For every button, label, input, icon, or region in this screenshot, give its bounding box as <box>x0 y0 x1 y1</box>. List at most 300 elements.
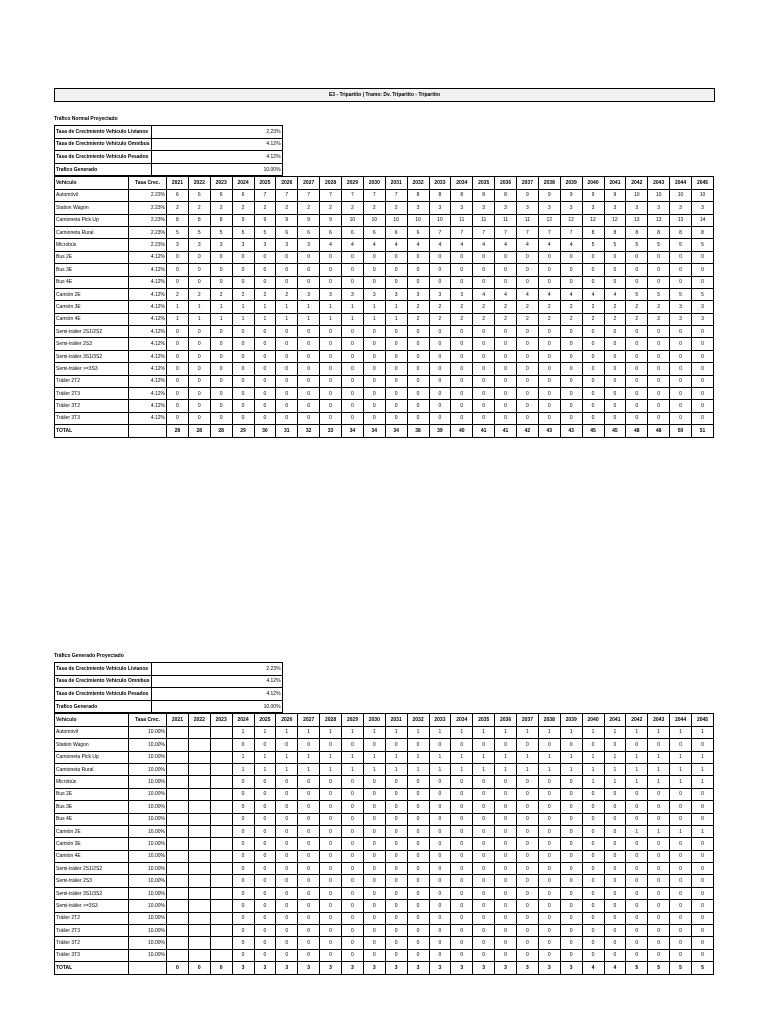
traffic-value: 0 <box>517 739 539 751</box>
traffic-value: 1 <box>188 301 210 313</box>
traffic-value: 1 <box>167 301 189 313</box>
traffic-value: 2 <box>429 313 451 325</box>
traffic-value: 2 <box>188 288 210 300</box>
traffic-value: 0 <box>407 388 429 400</box>
traffic-value: 0 <box>648 937 670 949</box>
traffic-value: 0 <box>342 412 364 424</box>
traffic-value: 1 <box>385 301 407 313</box>
traffic-value <box>167 863 189 875</box>
traffic-value: 0 <box>495 825 517 837</box>
traffic-value: 29 <box>232 425 254 437</box>
traffic-value: 6 <box>188 189 210 201</box>
traffic-value: 0 <box>385 388 407 400</box>
vehicle-name: Station Wagon <box>55 739 129 751</box>
traffic-value <box>210 763 232 775</box>
traffic-value: 0 <box>254 838 276 850</box>
traffic-value: 0 <box>473 825 495 837</box>
traffic-value: 0 <box>254 900 276 912</box>
traffic-value: 0 <box>451 875 473 887</box>
param-row <box>55 163 283 176</box>
traffic-value <box>210 825 232 837</box>
traffic-value: 0 <box>560 338 582 350</box>
traffic-value: 2 <box>560 313 582 325</box>
traffic-value: 0 <box>538 875 560 887</box>
traffic-value: 0 <box>560 838 582 850</box>
traffic-value: 0 <box>670 388 692 400</box>
traffic-value: 39 <box>429 425 451 437</box>
traffic-value: 0 <box>451 412 473 424</box>
traffic-value: 0 <box>582 388 604 400</box>
traffic-value: 0 <box>320 776 342 788</box>
traffic-value: 7 <box>276 189 298 201</box>
traffic-value: 0 <box>320 887 342 899</box>
header-year: 2027 <box>298 714 320 726</box>
traffic-value: 1 <box>276 763 298 775</box>
traffic-value: 0 <box>626 412 648 424</box>
header-year: 2036 <box>495 177 517 189</box>
header-year: 2031 <box>385 714 407 726</box>
traffic-value: 0 <box>451 850 473 862</box>
traffic-value: 1 <box>254 301 276 313</box>
traffic-value: 0 <box>560 801 582 813</box>
traffic-value: 0 <box>188 350 210 362</box>
header-year: 2038 <box>538 177 560 189</box>
traffic-value: 0 <box>604 937 626 949</box>
traffic-value: 0 <box>385 850 407 862</box>
traffic-value: 0 <box>188 264 210 276</box>
traffic-value: 0 <box>167 264 189 276</box>
traffic-value: 0 <box>407 251 429 263</box>
traffic-value: 0 <box>298 925 320 937</box>
param-value: 4.12% <box>151 138 282 151</box>
traffic-value: 0 <box>363 350 385 362</box>
traffic-value: 0 <box>538 326 560 338</box>
traffic-value <box>188 801 210 813</box>
traffic-value: 3 <box>232 962 254 974</box>
table-row <box>55 776 714 788</box>
traffic-value: 0 <box>232 825 254 837</box>
traffic-value: 3 <box>210 239 232 251</box>
vehicle-name: Microbús <box>55 239 129 251</box>
traffic-value: 4 <box>604 962 626 974</box>
traffic-value: 0 <box>363 338 385 350</box>
traffic-value: 0 <box>342 801 364 813</box>
traffic-value: 0 <box>342 925 364 937</box>
traffic-value: 0 <box>582 739 604 751</box>
traffic-value: 13 <box>626 214 648 226</box>
traffic-value: 1 <box>407 763 429 775</box>
traffic-value: 0 <box>626 949 648 961</box>
traffic-value: 0 <box>604 949 626 961</box>
header-year: 2040 <box>582 714 604 726</box>
traffic-value: 0 <box>320 925 342 937</box>
header-year: 2045 <box>692 714 714 726</box>
traffic-value: 8 <box>210 214 232 226</box>
traffic-value: 0 <box>407 375 429 387</box>
header-year: 2024 <box>232 714 254 726</box>
traffic-value: 0 <box>604 912 626 924</box>
traffic-value: 1 <box>320 301 342 313</box>
traffic-value: 4 <box>407 239 429 251</box>
traffic-value: 0 <box>276 251 298 263</box>
traffic-value <box>188 949 210 961</box>
traffic-value: 1 <box>298 301 320 313</box>
traffic-value: 1 <box>582 776 604 788</box>
traffic-value: 4 <box>517 239 539 251</box>
traffic-value: 0 <box>626 838 648 850</box>
traffic-value: 0 <box>276 326 298 338</box>
traffic-value: 0 <box>495 949 517 961</box>
traffic-value: 0 <box>385 825 407 837</box>
traffic-value: 0 <box>451 400 473 412</box>
traffic-value: 0 <box>604 412 626 424</box>
traffic-value: 4 <box>495 288 517 300</box>
table-row <box>55 912 714 924</box>
traffic-value: 5 <box>604 239 626 251</box>
growth-rate: 4.12% <box>129 338 167 350</box>
table-row <box>55 214 714 226</box>
traffic-value: 0 <box>692 850 714 862</box>
param-row <box>55 688 283 701</box>
traffic-value: 0 <box>363 801 385 813</box>
traffic-value: 0 <box>342 400 364 412</box>
traffic-value: 1 <box>298 751 320 763</box>
traffic-value: 0 <box>320 912 342 924</box>
traffic-value: 6 <box>363 226 385 238</box>
traffic-value: 1 <box>451 726 473 738</box>
traffic-value: 1 <box>167 313 189 325</box>
traffic-value: 0 <box>254 375 276 387</box>
traffic-value: 0 <box>385 412 407 424</box>
traffic-value: 0 <box>495 788 517 800</box>
traffic-value: 0 <box>167 400 189 412</box>
traffic-value: 0 <box>232 276 254 288</box>
vehicle-name: Camioneta Pick Up <box>55 751 129 763</box>
traffic-value: 0 <box>495 412 517 424</box>
growth-rate: 2.23% <box>129 214 167 226</box>
traffic-value: 0 <box>429 863 451 875</box>
traffic-value: 0 <box>276 949 298 961</box>
growth-rate: 10.00% <box>129 776 167 788</box>
traffic-value: 0 <box>538 264 560 276</box>
traffic-value: 2 <box>188 202 210 214</box>
table-row <box>55 887 714 899</box>
table-row <box>55 350 714 362</box>
traffic-value: 0 <box>692 350 714 362</box>
traffic-value: 0 <box>385 887 407 899</box>
traffic-value: 0 <box>538 251 560 263</box>
traffic-value <box>210 850 232 862</box>
traffic-value: 1 <box>692 763 714 775</box>
traffic-value: 0 <box>320 788 342 800</box>
traffic-value: 0 <box>188 363 210 375</box>
traffic-value: 8 <box>451 189 473 201</box>
traffic-value: 0 <box>167 363 189 375</box>
traffic-value: 0 <box>495 801 517 813</box>
traffic-value: 0 <box>517 375 539 387</box>
vehicle-name: Bus 2E <box>55 251 129 263</box>
traffic-value: 0 <box>320 326 342 338</box>
traffic-value: 6 <box>407 226 429 238</box>
traffic-value: 0 <box>363 400 385 412</box>
traffic-value: 0 <box>254 388 276 400</box>
traffic-value: 2 <box>342 202 364 214</box>
growth-rate: 10.00% <box>129 739 167 751</box>
traffic-value: 0 <box>473 251 495 263</box>
traffic-value: 3 <box>407 202 429 214</box>
table-row <box>55 412 714 424</box>
table-row <box>55 763 714 775</box>
traffic-value <box>210 726 232 738</box>
traffic-value: 0 <box>538 400 560 412</box>
traffic-value: 0 <box>451 887 473 899</box>
traffic-value: 6 <box>385 226 407 238</box>
traffic-value: 6 <box>320 226 342 238</box>
traffic-value: 4 <box>560 288 582 300</box>
traffic-value: 4 <box>604 288 626 300</box>
growth-rate: 4.12% <box>129 288 167 300</box>
traffic-value: 1 <box>232 301 254 313</box>
traffic-value: 0 <box>320 863 342 875</box>
table-row <box>55 276 714 288</box>
traffic-value: 0 <box>276 801 298 813</box>
traffic-value: 2 <box>232 202 254 214</box>
traffic-value: 0 <box>342 363 364 375</box>
traffic-value: 0 <box>210 375 232 387</box>
traffic-value: 0 <box>473 412 495 424</box>
vehicle-name: Camión 4E <box>55 850 129 862</box>
traffic-value: 33 <box>320 425 342 437</box>
traffic-value: 0 <box>648 850 670 862</box>
traffic-value <box>188 887 210 899</box>
traffic-value: 5 <box>692 962 714 974</box>
traffic-value: 0 <box>692 863 714 875</box>
vehicle-name: Camión 4E <box>55 313 129 325</box>
traffic-value: 4 <box>473 288 495 300</box>
traffic-value: 0 <box>254 338 276 350</box>
growth-rate: 10.00% <box>129 937 167 949</box>
traffic-value: 0 <box>320 276 342 288</box>
traffic-value: 0 <box>626 363 648 375</box>
traffic-value: 0 <box>429 900 451 912</box>
traffic-value <box>210 949 232 961</box>
vehicle-name: Tráiler 3T3 <box>55 949 129 961</box>
traffic-value: 0 <box>692 813 714 825</box>
traffic-value: 0 <box>298 264 320 276</box>
table-row <box>55 326 714 338</box>
traffic-value <box>210 925 232 937</box>
traffic-value: 2 <box>582 313 604 325</box>
traffic-value: 0 <box>560 739 582 751</box>
traffic-value: 0 <box>188 388 210 400</box>
traffic-value: 0 <box>582 788 604 800</box>
traffic-value: 10 <box>363 214 385 226</box>
traffic-value: 1 <box>188 313 210 325</box>
param-label: Tasa de Crecimiento Vehículo Livianos <box>55 126 152 139</box>
traffic-value: 0 <box>429 925 451 937</box>
traffic-value: 0 <box>560 887 582 899</box>
traffic-value: 5 <box>626 239 648 251</box>
traffic-value: 32 <box>298 425 320 437</box>
traffic-value: 0 <box>517 788 539 800</box>
traffic-value: 2 <box>538 301 560 313</box>
traffic-value: 0 <box>407 363 429 375</box>
traffic-value: 0 <box>692 788 714 800</box>
param-row <box>55 126 283 139</box>
traffic-value: 1 <box>363 301 385 313</box>
traffic-value: 0 <box>648 400 670 412</box>
header-year: 2043 <box>648 714 670 726</box>
traffic-value: 0 <box>429 912 451 924</box>
traffic-value <box>210 739 232 751</box>
traffic-value: 0 <box>560 350 582 362</box>
header-year: 2023 <box>210 177 232 189</box>
traffic-value: 0 <box>407 338 429 350</box>
traffic-value: 1 <box>232 751 254 763</box>
traffic-value: 0 <box>692 900 714 912</box>
traffic-value: 0 <box>670 739 692 751</box>
traffic-value: 0 <box>582 375 604 387</box>
traffic-value: 0 <box>342 375 364 387</box>
traffic-value: 1 <box>385 763 407 775</box>
traffic-value: 0 <box>232 850 254 862</box>
traffic-value: 0 <box>560 850 582 862</box>
traffic-value: 0 <box>188 962 210 974</box>
traffic-value: 0 <box>254 937 276 949</box>
traffic-value: 1 <box>648 763 670 775</box>
traffic-value <box>167 788 189 800</box>
traffic-value: 0 <box>188 375 210 387</box>
traffic-value: 0 <box>276 937 298 949</box>
traffic-value: 5 <box>232 226 254 238</box>
traffic-value: 0 <box>298 363 320 375</box>
traffic-value: 0 <box>626 739 648 751</box>
traffic-value: 0 <box>604 388 626 400</box>
traffic-value: 0 <box>670 887 692 899</box>
traffic-value: 0 <box>495 400 517 412</box>
traffic-value: 4 <box>385 239 407 251</box>
traffic-value: 1 <box>648 751 670 763</box>
traffic-value: 0 <box>385 350 407 362</box>
table-row <box>55 363 714 375</box>
traffic-value <box>188 726 210 738</box>
traffic-value: 0 <box>385 788 407 800</box>
traffic-value: 0 <box>473 788 495 800</box>
traffic-value: 0 <box>517 776 539 788</box>
traffic-value: 0 <box>276 900 298 912</box>
traffic-value: 0 <box>560 912 582 924</box>
traffic-value: 0 <box>298 887 320 899</box>
traffic-value: 41 <box>495 425 517 437</box>
traffic-value: 0 <box>276 863 298 875</box>
traffic-value: 0 <box>626 264 648 276</box>
traffic-value: 42 <box>517 425 539 437</box>
traffic-value: 28 <box>188 425 210 437</box>
traffic-value: 0 <box>473 925 495 937</box>
vehicle-name: Bus 2E <box>55 788 129 800</box>
traffic-value: 0 <box>232 813 254 825</box>
traffic-value: 0 <box>582 363 604 375</box>
traffic-value: 0 <box>451 838 473 850</box>
traffic-value: 0 <box>692 338 714 350</box>
traffic-value <box>210 887 232 899</box>
traffic-value: 1 <box>582 726 604 738</box>
traffic-value: 1 <box>473 751 495 763</box>
traffic-value: 0 <box>429 850 451 862</box>
traffic-value: 0 <box>232 739 254 751</box>
vehicle-name: Semi-tráiler >=3S3 <box>55 900 129 912</box>
traffic-value: 0 <box>451 338 473 350</box>
traffic-value: 0 <box>538 363 560 375</box>
traffic-value: 0 <box>429 326 451 338</box>
traffic-value: 0 <box>429 276 451 288</box>
traffic-value <box>167 751 189 763</box>
traffic-table <box>54 176 714 437</box>
table-row <box>55 264 714 276</box>
traffic-value: 0 <box>604 900 626 912</box>
traffic-value: 0 <box>363 251 385 263</box>
traffic-value: 4 <box>473 239 495 251</box>
traffic-value <box>167 875 189 887</box>
traffic-value: 13 <box>670 214 692 226</box>
table-row <box>55 739 714 751</box>
traffic-value: 0 <box>648 363 670 375</box>
traffic-value <box>167 726 189 738</box>
traffic-value: 11 <box>517 214 539 226</box>
traffic-value: 0 <box>451 801 473 813</box>
header-year: 2037 <box>517 714 539 726</box>
traffic-value: 5 <box>648 288 670 300</box>
header-year: 2041 <box>604 177 626 189</box>
vehicle-name: Semi-tráiler 3S1/3S2 <box>55 887 129 899</box>
traffic-value: 0 <box>495 388 517 400</box>
traffic-value: 1 <box>626 751 648 763</box>
traffic-value: 1 <box>473 763 495 775</box>
traffic-value: 3 <box>517 962 539 974</box>
traffic-value: 0 <box>385 925 407 937</box>
traffic-value: 10 <box>407 214 429 226</box>
traffic-value: 0 <box>232 863 254 875</box>
traffic-value: 0 <box>626 863 648 875</box>
traffic-value: 0 <box>188 400 210 412</box>
traffic-value: 1 <box>363 313 385 325</box>
traffic-value: 0 <box>429 264 451 276</box>
traffic-value: 0 <box>604 887 626 899</box>
traffic-value <box>210 801 232 813</box>
traffic-value: 1 <box>692 776 714 788</box>
header-year: 2042 <box>626 714 648 726</box>
traffic-value: 0 <box>298 900 320 912</box>
param-label: Tasa de Crecimiento Vehículo Omnibus <box>55 675 152 688</box>
traffic-value: 0 <box>582 350 604 362</box>
traffic-value: 3 <box>320 962 342 974</box>
traffic-value: 0 <box>363 363 385 375</box>
growth-rate: 10.00% <box>129 949 167 961</box>
traffic-value: 0 <box>407 276 429 288</box>
traffic-value: 0 <box>407 838 429 850</box>
traffic-value: 0 <box>276 739 298 751</box>
traffic-value: 0 <box>495 887 517 899</box>
traffic-value <box>210 751 232 763</box>
traffic-value: 3 <box>473 962 495 974</box>
traffic-value: 0 <box>495 776 517 788</box>
growth-rate <box>129 425 167 437</box>
traffic-value: 0 <box>670 276 692 288</box>
traffic-value: 0 <box>582 887 604 899</box>
traffic-value: 0 <box>670 949 692 961</box>
traffic-value: 0 <box>648 801 670 813</box>
traffic-value: 0 <box>451 825 473 837</box>
